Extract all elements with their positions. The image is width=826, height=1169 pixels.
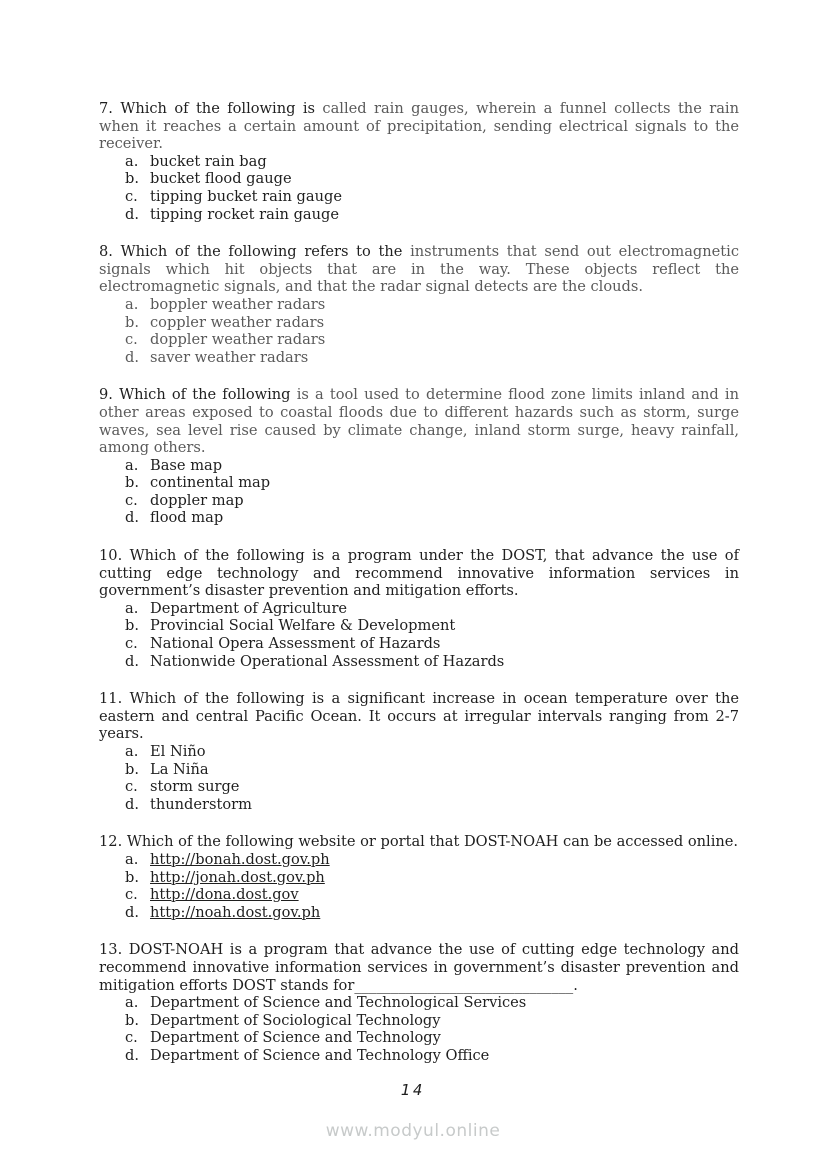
option-text: El Niño xyxy=(150,743,206,760)
option-letter: a. xyxy=(125,599,139,617)
question-text xyxy=(99,386,739,456)
option-letter: a. xyxy=(125,850,139,868)
option-row xyxy=(99,743,739,761)
option-row xyxy=(99,153,739,171)
option-row xyxy=(99,1029,739,1047)
question-text xyxy=(99,833,739,851)
options-list xyxy=(99,600,739,670)
options-list xyxy=(99,457,739,527)
option-letter: d. xyxy=(125,348,139,366)
option-letter: c. xyxy=(125,886,138,904)
option-letter: b. xyxy=(125,170,139,188)
option-row xyxy=(99,761,739,779)
question-text xyxy=(99,941,739,994)
question-block xyxy=(99,386,739,527)
options-list xyxy=(99,851,739,921)
option-text: Provincial Social Welfare & Development xyxy=(150,617,456,635)
option-letter: b. xyxy=(125,760,139,778)
option-row xyxy=(99,1012,739,1030)
option-link[interactable]: http://jonah.dost.gov.ph xyxy=(150,868,325,886)
option-row xyxy=(99,457,739,475)
option-letter: d. xyxy=(125,652,139,670)
option-text: Department of Science and Technology Office xyxy=(150,1046,490,1064)
options-list xyxy=(99,153,739,223)
question-block xyxy=(99,547,739,670)
question-lead: 8. Which of the following refers to the xyxy=(99,243,411,261)
question-body: called rain gauges, wherein a funnel collects the rain when it reaches a certain amount of precipitation, sending electrical signals to the receiver. xyxy=(99,100,739,153)
option-text: Nationwide Operational Assessment of Hazards xyxy=(150,652,505,670)
question-lead: 7. Which of the following is xyxy=(99,100,323,117)
option-text: tipping rocket rain gauge xyxy=(150,205,339,223)
options-list xyxy=(99,994,739,1064)
option-letter: d. xyxy=(125,795,139,813)
option-row xyxy=(99,492,739,510)
question-block xyxy=(99,833,739,921)
option-row xyxy=(99,170,739,188)
option-letter: d. xyxy=(125,1046,139,1064)
option-row xyxy=(99,188,739,206)
option-text: storm surge xyxy=(150,778,240,796)
option-text: National Opera Assessment of Hazards xyxy=(150,635,441,653)
option-row xyxy=(99,331,739,349)
option-letter: d. xyxy=(125,509,139,527)
option-text: flood map xyxy=(150,509,224,527)
option-letter: d. xyxy=(125,205,139,223)
option-row xyxy=(99,635,739,653)
option-row xyxy=(99,1047,739,1065)
option-row xyxy=(99,617,739,635)
option-row xyxy=(99,994,739,1012)
question-text xyxy=(99,243,739,296)
option-link[interactable]: http://noah.dost.gov.ph xyxy=(150,903,321,921)
question-lead: 11. Which of the following is a significant increase in ocean temperature over the eastern and central Pacific Ocean. It occurs at irregular intervals ranging from 2-7 years. xyxy=(99,690,739,743)
option-letter: c. xyxy=(125,187,138,205)
watermark: www.modyul.online xyxy=(325,1121,501,1141)
option-text: tipping bucket rain gauge xyxy=(150,187,342,205)
option-row xyxy=(99,314,739,332)
question-block xyxy=(99,100,739,223)
question-lead: 9. Which of the following xyxy=(99,386,297,404)
question-lead: 10. Which of the following is a program under the DOST, that advance the use of cutting edge technology and recommend innovative information services in government’s disaster prevention and mitigation efforts. xyxy=(99,547,739,600)
option-row xyxy=(99,653,739,671)
option-letter: c. xyxy=(125,635,138,653)
question-block xyxy=(99,243,739,366)
question-text xyxy=(99,547,739,600)
option-row xyxy=(99,474,739,492)
option-text: continental map xyxy=(150,474,271,492)
option-row xyxy=(99,796,739,814)
option-letter: a. xyxy=(125,994,139,1012)
option-letter: d. xyxy=(125,903,139,921)
option-link[interactable]: http://dona.dost.gov xyxy=(150,886,299,904)
option-row[interactable] xyxy=(99,904,739,922)
options-list xyxy=(99,296,739,366)
question-block xyxy=(99,690,739,813)
option-row[interactable] xyxy=(99,869,739,887)
question-lead: 12. Which of the following website or portal that DOST-NOAH can be accessed online. xyxy=(99,833,739,851)
option-letter: b. xyxy=(125,474,139,492)
option-text: doppler weather radars xyxy=(150,331,326,349)
option-letter: b. xyxy=(125,313,139,331)
option-row xyxy=(99,349,739,367)
option-letter: b. xyxy=(125,617,139,635)
option-letter: c. xyxy=(125,491,138,509)
question-block xyxy=(99,941,739,1064)
option-text: Base map xyxy=(150,456,223,474)
option-letter: a. xyxy=(125,456,139,474)
option-letter: c. xyxy=(125,778,138,796)
option-row xyxy=(99,600,739,618)
question-list xyxy=(99,100,739,1085)
option-row xyxy=(99,778,739,796)
option-row xyxy=(99,296,739,314)
page-number: 14 xyxy=(400,1081,426,1099)
option-letter: b. xyxy=(125,1011,139,1029)
option-text: Department of Science and Technological Services xyxy=(150,994,527,1012)
option-row xyxy=(99,206,739,224)
option-text: coppler weather radars xyxy=(150,313,325,331)
option-text: thunderstorm xyxy=(150,795,252,813)
option-text: Department of Sociological Technology xyxy=(150,1011,441,1029)
option-text: Department of Science and Technology xyxy=(150,1029,441,1047)
question-text xyxy=(99,100,739,153)
option-letter: c. xyxy=(125,1029,138,1047)
option-text: La Niña xyxy=(150,760,209,778)
question-body: instruments that send out electromagnetic signals which hit objects that are in the way. These objects reflect the electromagnetic signals, and that the radar signal detects are the clouds. xyxy=(99,243,740,296)
option-row[interactable] xyxy=(99,851,739,869)
option-text: boppler weather radars xyxy=(150,295,326,313)
option-text: bucket rain bag xyxy=(150,152,267,170)
option-text: saver weather radars xyxy=(150,348,309,366)
option-row xyxy=(99,509,739,527)
question-lead: 13. DOST-NOAH is a program that advance the use of cutting edge technology and recommend innovative information services in government’s disaster prevention and mitigation efforts DOST stands for______________________________. xyxy=(99,941,739,994)
option-text: Department of Agriculture xyxy=(150,599,348,617)
question-body: is a tool used to determine flood zone limits inland and in other areas exposed to coastal floods due to different hazards such as storm, surge waves, sea level rise caused by climate change, inland storm surge, heavy rainfall, among others. xyxy=(99,386,739,457)
option-letter: a. xyxy=(125,743,139,760)
option-letter: a. xyxy=(125,152,139,170)
option-text: bucket flood gauge xyxy=(150,170,292,188)
option-letter: a. xyxy=(125,295,139,313)
option-row[interactable] xyxy=(99,886,739,904)
option-letter: b. xyxy=(125,868,139,886)
question-text xyxy=(99,690,739,743)
option-link[interactable]: http://bonah.dost.gov.ph xyxy=(150,850,330,868)
option-text: doppler map xyxy=(150,491,244,509)
option-letter: c. xyxy=(125,331,138,349)
options-list xyxy=(99,743,739,813)
